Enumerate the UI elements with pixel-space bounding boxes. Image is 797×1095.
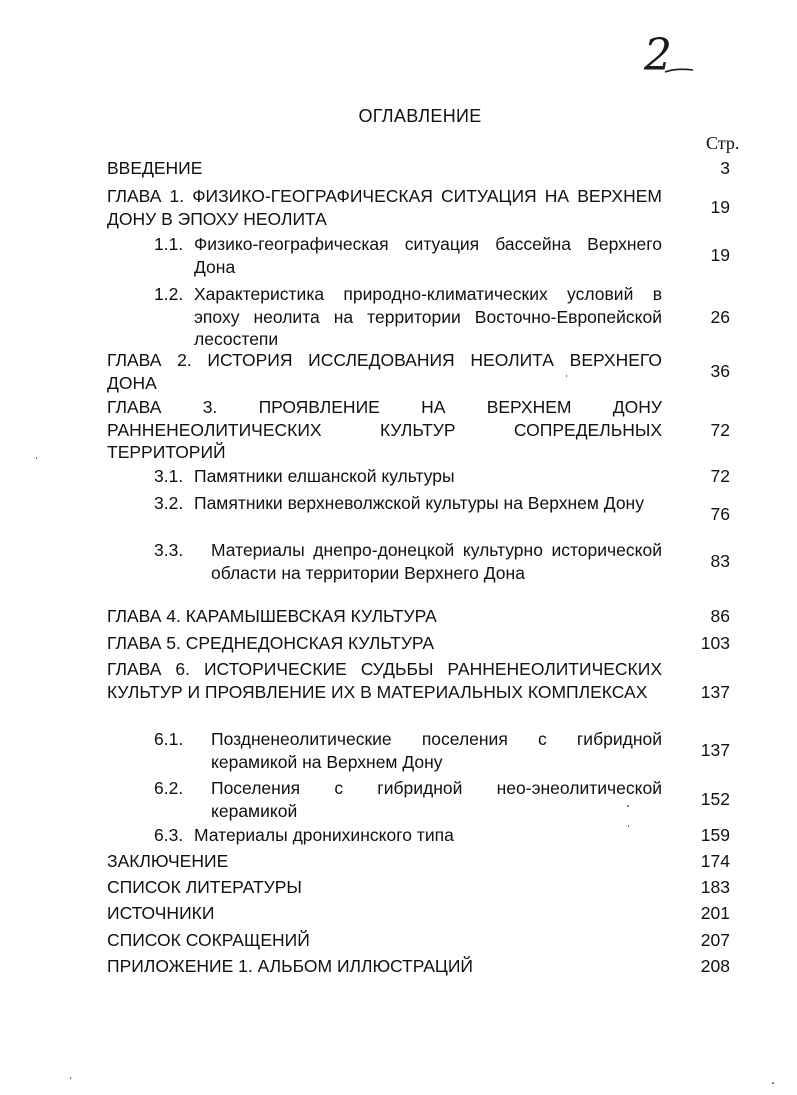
scan-speck [772,1082,774,1084]
toc-chapter-entry [107,157,730,180]
entry-page-number: 76 [710,504,730,525]
toc-section-entry [107,777,730,822]
entry-title: Памятники верхневолжской культуры на Верхнем Дону [194,493,644,513]
entry-title: ГЛАВА 4. КАРАМЫШЕВСКАЯ КУЛЬТУРА [107,606,437,626]
entry-page-number: 26 [710,306,730,327]
section-number: 3.1. [154,466,184,486]
entry-title: Поселения с гибридной нео-энеолитической керамикой [211,778,662,821]
toc-section-entry [107,492,730,537]
toc-chapter-entry [107,658,730,726]
scan-speck [628,825,629,827]
toc-chapter-entry [107,850,730,873]
toc-section-entry [107,728,730,773]
entry-page-number: 72 [710,466,730,486]
section-number: 1.1. [154,234,184,254]
scan-speck [36,457,37,459]
section-number: 6.3. [154,825,184,845]
entry-page-number: 208 [700,956,730,976]
entry-page-number: 201 [700,903,730,923]
section-number: 6.1. [154,729,184,749]
toc-chapter-entry [107,349,730,394]
toc-chapter-entry [107,632,730,655]
entry-title: СПИСОК СОКРАЩЕНИЙ [107,930,310,950]
entry-title: Физико-географическая ситуация бассейна Верхнего Дона [194,234,662,277]
entry-title: ИСТОЧНИКИ [107,903,215,923]
section-number: 6.2. [154,778,184,798]
section-number: 1.2. [154,284,184,304]
entry-title: Памятники елшанской культуры [194,466,455,486]
toc-chapter-entry [107,876,730,899]
section-number: 3.2. [154,493,184,513]
entry-page-number: 36 [710,361,730,382]
entry-title: Поздненеолитические поселения с гибридной керамикой на Верхнем Дону [211,729,662,772]
entry-page-number: 137 [700,740,730,761]
entry-page-number: 72 [710,419,730,440]
toc-section-entry [107,824,730,847]
entry-page-number: 19 [710,197,730,218]
entry-page-number: 103 [700,633,730,653]
entry-title: ГЛАВА 6. ИСТОРИЧЕСКИЕ СУДЬБЫ РАННЕНЕОЛИТИЧЕСКИХ КУЛЬТУР И ПРОЯВЛЕНИЕ ИХ В МАТЕРИАЛЬНЫХ КОМПЛЕКСАХ [107,659,662,702]
toc-chapter-entry [107,396,730,464]
toc-chapter-entry [107,605,730,628]
entry-title: СПИСОК ЛИТЕРАТУРЫ [107,877,302,897]
entry-page-number: 207 [700,930,730,950]
entry-title: ГЛАВА 3. ПРОЯВЛЕНИЕ НА ВЕРХНЕМ ДОНУ РАННЕНЕОЛИТИЧЕСКИХ КУЛЬТУР СОПРЕДЕЛЬНЫХ ТЕРРИТОРИЙ [107,397,662,462]
section-number: 3.3. [154,540,184,560]
entry-page-number: 183 [700,877,730,897]
scan-speck [70,1077,71,1079]
toc-section-entry [107,465,730,488]
entry-title: Материалы днепро-донецкой культурно исторической области на территории Верхнего Дона [211,540,662,583]
entry-page-number: 83 [710,551,730,572]
entry-page-number: 152 [700,789,730,810]
entry-page-number: 86 [710,606,730,626]
entry-title: ЗАКЛЮЧЕНИЕ [107,851,229,871]
handwritten-page-number [644,30,672,81]
entry-title: ВВЕДЕНИЕ [107,158,203,178]
entry-title: ГЛАВА 1. ФИЗИКО-ГЕОГРАФИЧЕСКАЯ СИТУАЦИЯ НА ВЕРХНЕМ ДОНУ В ЭПОХУ НЕОЛИТА [107,186,662,229]
entry-page-number: 19 [710,245,730,266]
entry-title: ПРИЛОЖЕНИЕ 1. АЛЬБОМ ИЛЛЮСТРАЦИЙ [107,956,473,976]
page-column-label: Стр. [706,133,740,153]
toc-chapter-entry [107,955,730,978]
scan-speck [627,805,629,807]
entry-page-number: 3 [720,158,730,178]
page-number-text: 2 [644,30,672,81]
toc-section-entry [107,539,730,584]
toc-title: ОГЛАВЛЕНИЕ [358,106,482,126]
entry-title: ГЛАВА 5. СРЕДНЕДОНСКАЯ КУЛЬТУРА [107,633,435,653]
toc-chapter-entry [107,929,730,952]
entry-page-number: 137 [700,681,730,702]
entry-title: Характеристика природно-климатических условий в эпоху неолита на территории Восточно-Европейской лесостепи [194,284,662,349]
scan-speck [566,375,567,377]
toc-section-entry [107,233,730,278]
toc-chapter-entry [107,185,730,230]
toc-chapter-entry [107,902,730,925]
entry-title: Материалы дронихинского типа [194,825,454,845]
entry-page-number: 174 [700,851,730,871]
entry-title: ГЛАВА 2. ИСТОРИЯ ИССЛЕДОВАНИЯ НЕОЛИТА ВЕРХНЕГО ДОНА [107,350,662,393]
underline-stroke [664,64,694,76]
entry-page-number: 159 [700,825,730,845]
toc-section-entry [107,283,730,351]
